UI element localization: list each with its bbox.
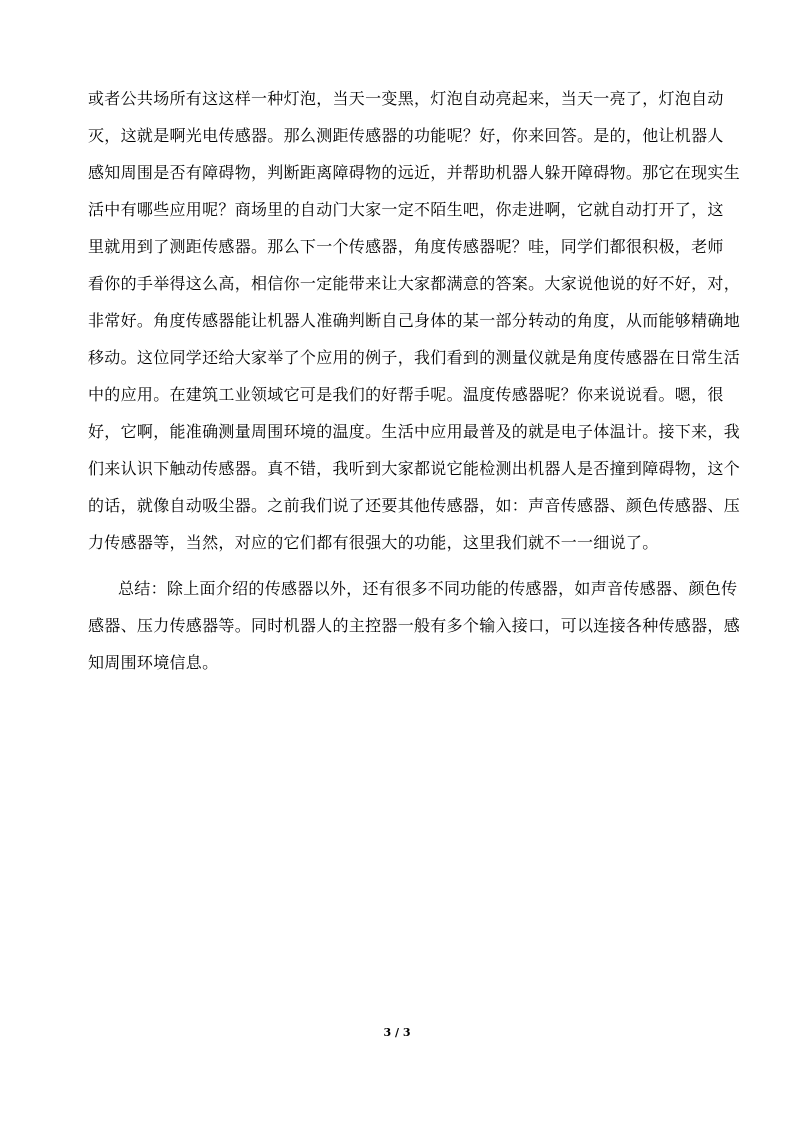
text-line: 或者公共场所有这这样一种灯泡，当天一变黑，灯泡自动亮起来，当天一亮了，灯泡自动: [88, 89, 724, 108]
text-line: 好，它啊，能准确测量周围环境的温度。生活中应用最普及的就是电子体温计。接下来，我: [88, 422, 741, 441]
text-line: 感知周围是否有障碍物，判断距离障碍物的远近，并帮助机器人躲开障碍物。那它在现实生: [88, 163, 741, 182]
text-line: 们来认识下触动传感器。真不错，我听到大家都说它能检测出机器人是否撞到障碍物，这个: [88, 459, 741, 478]
text-line: 灭，这就是啊光电传感器。那么测距传感器的功能呢？好，你来回答。是的，他让机器人: [88, 126, 724, 145]
text-line: 移动。这位同学还给大家举了个应用的例子，我们看到的测量仪就是角度传感器在日常生活: [88, 348, 741, 367]
document-content: [88, 80, 741, 681]
text-line: 非常好。角度传感器能让机器人准确判断自己身体的某一部分转动的角度，从而能够精确地: [88, 311, 741, 330]
page-number: 3 / 3: [383, 1026, 411, 1039]
text-line: 的话，就像自动吸尘器。之前我们说了还要其他传感器，如：声音传感器、颜色传感器、压: [88, 496, 741, 515]
body-paragraph: [88, 80, 741, 561]
summary-line: 感器、压力传感器等。同时机器人的主控器一般有多个输入接口，可以连接各种传感器，感: [88, 616, 741, 635]
text-line: 中的应用。在建筑工业领域它可是我们的好帮手呢。温度传感器呢？你来说说看。嗯，很: [88, 385, 724, 404]
text-line: 里就用到了测距传感器。那么下一个传感器，角度传感器呢？哇，同学们都很积极，老师: [88, 237, 724, 256]
text-line: 力传感器等，当然，对应的它们都有很强大的功能，这里我们就不一一细说了。: [88, 533, 659, 552]
summary-line: 知周围环境信息。: [88, 653, 219, 672]
text-line: 看你的手举得这么高，相信你一定能带来让大家都满意的答案。大家说他说的好不好，对，: [88, 274, 741, 293]
summary-line: 总结：除上面介绍的传感器以外，还有很多不同功能的传感器，如声音传感器、颜色传: [118, 579, 738, 598]
text-line: 活中有哪些应用呢？商场里的自动门大家一定不陌生吧，你走进啊，它就自动打开了，这: [88, 200, 724, 219]
summary-paragraph: [88, 570, 741, 681]
